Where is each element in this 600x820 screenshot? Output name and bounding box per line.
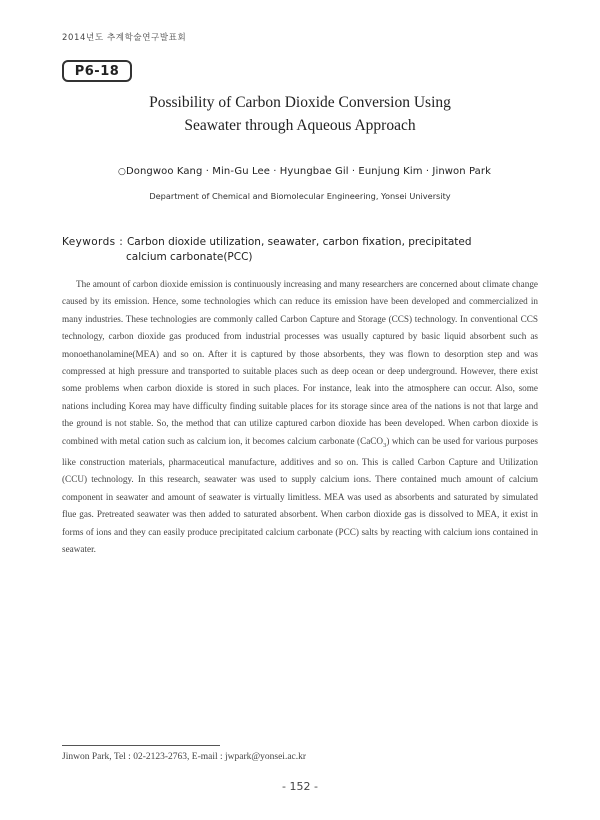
conference-header: 2014년도 추계학술연구발표회: [62, 33, 187, 43]
author-names: Dongwoo Kang · Min-Gu Lee · Hyungbae Gil · Eunjung Kim · Jinwon Park: [125, 166, 491, 177]
paper-code-badge: P6-18: [62, 60, 132, 82]
abstract-part1: The amount of carbon dioxide emission is continuously increasing and many researchers are concerned about climate change caused by its emission. Hence, some technologies which can reduce its emission have been developed and commercialized in many industries. These technologies are commonly called Carbon Capture and Storage (CCS) technology. In conventional CCS technology, carbon dioxide gas produced from industrial processes was usually captured by basic liquid absorbent such as monoethanolamine(MEA) and so on. After it is captured by those absorbents, they was flown to desorption step and was compressed at high pressure and transported to suitable places such as deep ocean or deep underground. However, there exist some problems when carbon dioxide is stored in such places. For instance, leak into the atmosphere can occur. Also, some nations including Korea may have difficulty finding suitable places for its storage since area of the nations is not that large and the ground is not stable. So, the method that can utilize captured carbon dioxide has been developed. When carbon dioxide is combined with metal cation such as calcium ion, it becomes calcium carbonate (CaCO: [62, 279, 538, 446]
keywords: [62, 235, 542, 265]
keywords-line2: calcium carbonate(PCC): [126, 251, 253, 263]
abstract-body: [62, 276, 538, 558]
paper-title-line1: Possibility of Carbon Dioxide Conversion Using: [149, 94, 451, 111]
page-number: - 152 -: [282, 780, 318, 793]
author-list: [118, 166, 491, 177]
presenter-mark-icon: ○: [118, 167, 126, 177]
abstract-part2: ) which can be used for various purposes like construction materials, pharmaceutical manufacture, additives and so on. This is called Carbon Capture and Utilization (CCU) technology. In this research, seawater was used to supply calcium ions. There contained much amount of calcium component in seawater and amount of seawater is virtually limitless. MEA was used as absorbents and saturated by simulated flue gas. Pretreated seawater was then added to saturated absorbent. When carbon dioxide gas is dissolved to MEA, it exist in forms of ions and they can easily produce precipitated calcium carbonate (PCC) salts by reacting with calcium ions contained in seawater.: [62, 435, 538, 554]
abstract-subscript: 3: [383, 441, 387, 449]
corresponding-author-footnote: Jinwon Park, Tel : 02-2123-2763, E-mail : jwpark@yonsei.ac.kr: [62, 752, 307, 762]
affiliation: Department of Chemical and Biomolecular Engineering, Yonsei University: [149, 191, 451, 201]
keywords-line1: Carbon dioxide utilization, seawater, carbon fixation, precipitated: [126, 236, 472, 248]
footnote-divider: [62, 745, 220, 746]
paper-title-line2: Seawater through Aqueous Approach: [184, 117, 416, 134]
keywords-label: Keywords :: [62, 236, 127, 248]
